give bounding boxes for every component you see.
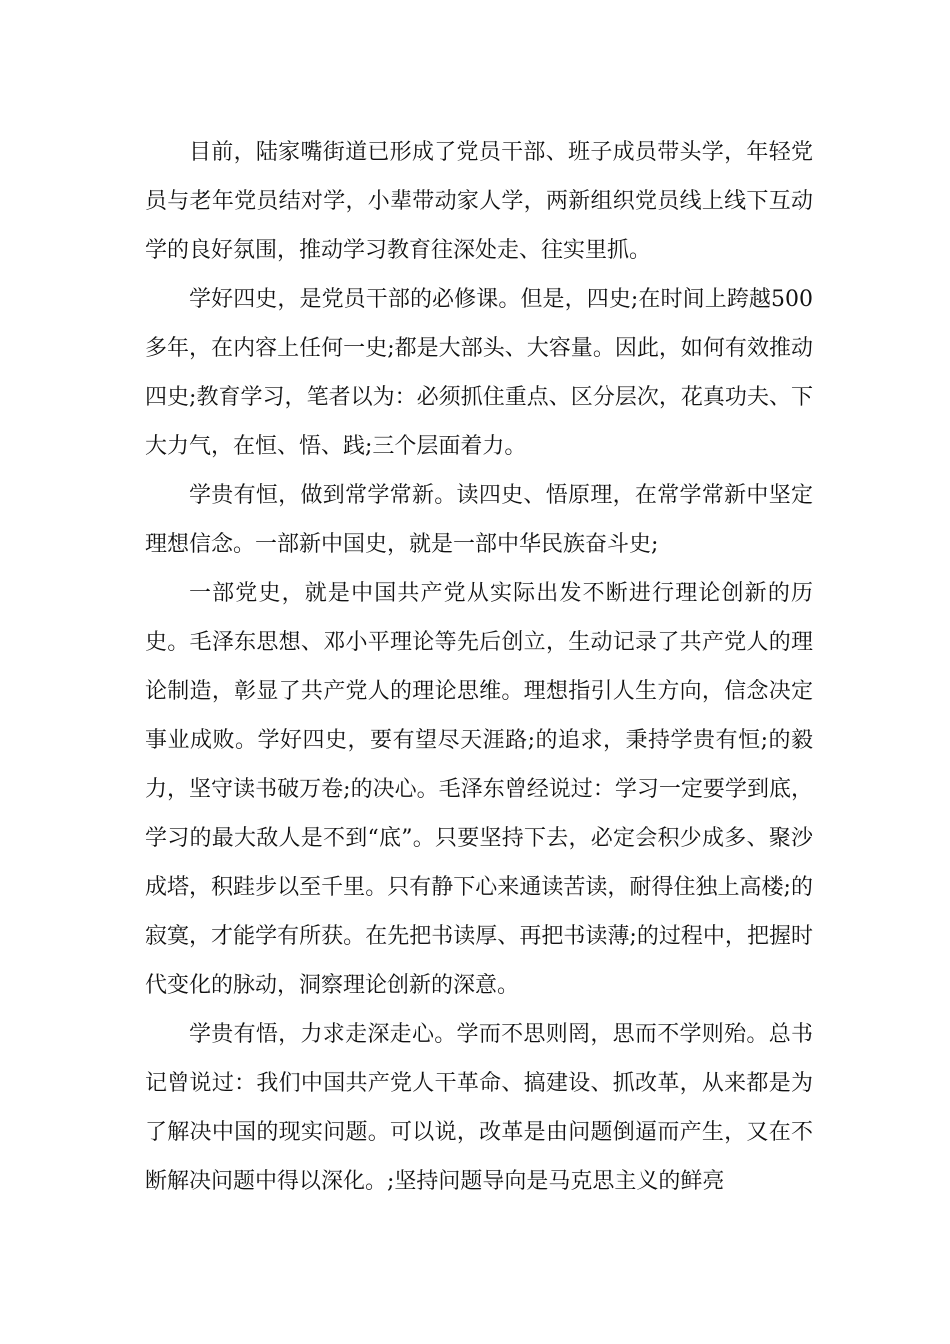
paragraph-5: 学贵有悟，力求走深走心。学而不思则罔，思而不学则殆。总书记曾说过：我们中国共产党人干革命、搞建设、抓改革，从来都是为了解决中国的现实问题。可以说，改革是由问题倒逼而产生，又在不断解决问题中得以深化。;坚持问题导向是马克思主义的鲜亮: [145, 1022, 813, 1194]
paragraph-1: 目前，陆家嘴街道已形成了党员干部、班子成员带头学，年轻党员与老年党员结对学，小辈带动家人学，两新组织党员线上线下互动学的良好氛围，推动学习教育往深处走、往实里抓。: [145, 140, 813, 263]
paragraph-4: 一部党史，就是中国共产党从实际出发不断进行理论创新的历史。毛泽东思想、邓小平理论等先后创立，生动记录了共产党人的理论制造，彰显了共产党人的理论思维。理想指引人生方向，信念决定事业成败。学好四史，要有望尽天涯路;的追求，秉持学贵有恒;的毅力，坚守读书破万卷;的决心。毛泽东曾经说过：学习一定要学到底，学习的最大敌人是不到“底”。只要坚持下去，必定会积少成多、聚沙成塔，积跬步以至千里。只有静下心来通读苦读，耐得住独上高楼;的寂寞，才能学有所获。在先把书读厚、再把书读薄;的过程中，把握时代变化的脉动，洞察理论创新的深意。: [145, 581, 813, 998]
document-body: [145, 128, 813, 1206]
paragraph-3: 学贵有恒，做到常学常新。读四史、悟原理，在常学常新中坚定理想信念。一部新中国史，就是一部中华民族奋斗史;: [145, 483, 813, 557]
paragraph-2: 学好四史，是党员干部的必修课。但是，四史;在时间上跨越500多年，在内容上任何一史;都是大部头、大容量。因此，如何有效推动四史;教育学习，笔者以为：必须抓住重点、区分层次，花真功夫、下大力气，在恒、悟、践;三个层面着力。: [145, 287, 813, 459]
